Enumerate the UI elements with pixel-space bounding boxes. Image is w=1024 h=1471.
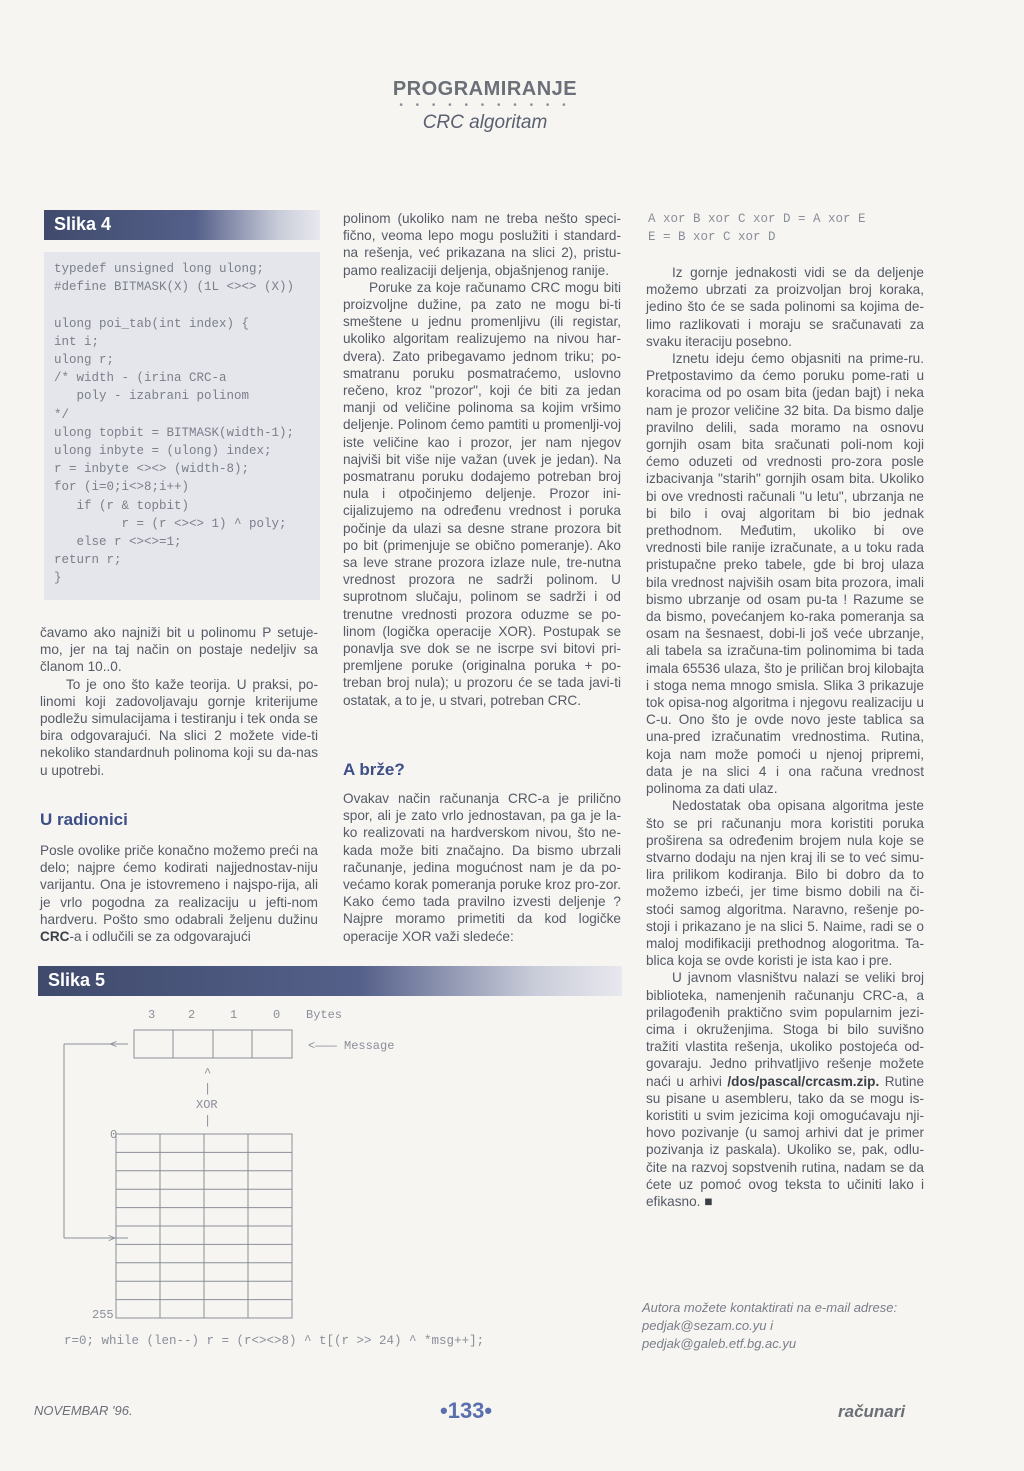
paragraph: U javnom vlasništvu nalazi se veliki broj biblioteka, namenjenih računanju CRC-a, a prilagođenih praktično svim popularnim jezi-cima i okruženjima. Stoga bi bilo suvišno tražiti vlastita rešenja, ukoliko postojeća od-govaraju. Jedno prihvatljivo rešenje možete naći u arhivi xyxy=(646,970,924,1089)
paragraph: Nedostatak oba opisana algoritma jeste što se pri računanju mora koristiti poruka proširena sa određenim brojem nula koje se stvarno dodaju na njen kraj ili se to već simu-lira prilikom kodiranja. Bilo bi dobro da to možemo izbeći, jer time bismo dobili na či-stoći samog algoritma. Naravno, rešenje po-stoji i prikazano je na slici 5. Naime, radi se o maloj modifikaciji prethodnog alogoritma. Ta-blica koja se ovde koristi je ista kao i pre. xyxy=(646,798,924,969)
code-line: typedef unsigned long ulong; xyxy=(54,262,265,276)
code-line: */ xyxy=(54,407,70,422)
article-subtitle: CRC algoritam xyxy=(422,112,548,133)
right-arrow-icon: > xyxy=(108,1232,116,1246)
table-row-end: 255 xyxy=(92,1308,114,1322)
crc-bold: CRC xyxy=(40,929,70,945)
table-row-start: 0 xyxy=(110,1128,118,1142)
figure-5-code: r=0; while (len--) r = (r<><>8) ^ t[(r >> 24) ^ *msg++]; xyxy=(64,1334,485,1348)
byte-label-2: 2 xyxy=(188,1008,196,1022)
column-2 xyxy=(343,210,621,709)
byte-label-1: 1 xyxy=(230,1008,238,1022)
message-label: <——— Message xyxy=(308,1039,395,1053)
page-number: •133• xyxy=(440,1398,493,1423)
code-line: r = inbyte <><> (width-8); xyxy=(54,462,250,477)
xor-equation-1: A xor B xor C xor D = A xor E xyxy=(648,212,866,226)
code-line: return r; xyxy=(54,553,122,568)
code-line: int i; xyxy=(54,334,100,349)
code-line: ulong r; xyxy=(54,353,115,368)
paragraph: polinom (ukoliko nam ne treba nešto speci-fično, veoma lepo mogu poslužiti i standard-na rešenja, već prikazana na slici 2), pristu-pamo realizaciji deljenja, objašnjenog ranije. xyxy=(343,211,621,278)
issue-date: NOVEMBAR '96. xyxy=(34,1403,133,1418)
connector-bar: | xyxy=(204,1114,212,1128)
code-line: ulong inbyte = (ulong) index; xyxy=(54,444,272,459)
header-dots: • • • • • • • • • • • xyxy=(399,100,571,111)
connector-bar: | xyxy=(204,1082,212,1096)
code-line xyxy=(54,296,310,314)
paragraph: Iznetu ideju ćemo objasniti na prime-ru. Pretpostavimo da ćemo poruku pome-rati u koracima od po osam bita (jedan bajt) i neka nam je prozor veličine 32 bita. Da bismo dalje pravilno delili, sada moramo na osnovu gornjih osam bita sračunati poli-nom koji ćemo oduzeti od vrednosti pro-zora posle izbacivanja "starih" gornjih osam bita. Ukoliko bi ove vrednosti računali "u letu", ubrzanja ne bi bilo i ovaj algoritam bi bio jednak prethodnom. Međutim, ukoliko bi ove vrednosti bile ranije izračunate, a u toku rada pristupačne preko tabele, gde bi broj ulaza bila vrednost najviših osam bita prozora, imali bismo ubrzanje od osam pu-ta ! Razume se da bismo, povećanjem ko-raka pomeranja sa osam na šesnaest, dobi-li još veće ubrzanje, ali tabela sa izračuna-tim polinomima bi tada imala 65536 ulaza, što je priličan broj kilobajta i stoga nema mnogo smisla. Slika 3 prikazuje tok opisa-nog algoritma i njegovu realizaciju u C-u. Ono što je ovde novo jeste tablica sa una-pred izračunatim vrednostima. Rutina, koja nam može pomoći u njenoj pripremi, data je na slici 4 i ona računa vrednost polinoma za dati ulaz. xyxy=(646,351,924,797)
message-register xyxy=(134,1030,292,1058)
code-line: r = (r <><> 1) ^ poly; xyxy=(54,516,287,531)
code-line: ulong poi_tab(int index) { xyxy=(54,316,250,331)
code-line: for (i=0;i<>8;i++) xyxy=(54,480,190,495)
column-1 xyxy=(40,624,318,779)
section-title: PROGRAMIRANJE xyxy=(392,78,578,100)
section-heading-u-radionici: U radionici xyxy=(40,810,128,829)
xor-equation-2: E = B xor C xor D xyxy=(648,230,776,244)
left-arrow-icon: < xyxy=(110,1038,118,1052)
paragraph: Ovakav način računanja CRC-a je prilično spor, ali je zato vrlo jednostavan, pa ga je la-ko realizovati na hardverskom nivou, što ne-kada može biti značajno. Da bismo ubrzali računanje, jedina mogućnost nam je da po-većamo korak pomeranja poruke kroz pro-zor. Kako ćemo tada pravilno izvesti deljenje ? Najpre moramo primetiti da kod logičke operacije XOR važi sledeće: xyxy=(343,791,621,944)
code-line: if (r & topbit) xyxy=(54,498,190,513)
figure-4-code xyxy=(44,252,320,600)
magazine-name: računari xyxy=(838,1402,906,1421)
code-line: else r <><>=1; xyxy=(54,535,182,550)
code-line: ulong topbit = BITMASK(width-1); xyxy=(54,425,295,440)
section-heading-a-brze: A brže? xyxy=(343,760,405,779)
paragraph-end: Rutine su pisane u asembleru, tako da se mogu is-koristiti u svim jezicima koji omogućavaju nji-hovo pozivanje (u samoj arhivi dat je primer pozivanja iz paskala). Ukoliko se, pak, odlu-čite na razvoj sopstvenih rutina, nadam se da ćete uz pomoć ovog teksta to učiniti lako i efikasno. xyxy=(646,1073,925,1209)
byte-label-0: 0 xyxy=(273,1008,281,1022)
bytes-label: Bytes xyxy=(306,1008,343,1022)
paragraph: Iz gornje jednakosti vidi se da deljenje možemo ubrzati za proizvoljan broj koraka, jedino što će se sada polinomi sa kojima de-limo razlikovati i moraju se sračunavati za svaku iteraciju posebno. xyxy=(646,265,924,349)
end-mark: ■ xyxy=(704,1193,713,1209)
column-1-cont xyxy=(40,842,318,945)
figure-4-label: Slika 4 xyxy=(44,210,320,240)
figure-5-label: Slika 5 xyxy=(38,966,622,996)
figure-5-diagram xyxy=(38,1000,628,1360)
author-contact: Autora možete kontaktirati na e-mail adrese: pedjak@sezam.co.yu i pedjak@galeb.etf.bg.ac.yu xyxy=(642,1300,898,1351)
paragraph-end: -a i odlučili se za odgovarajući xyxy=(69,929,251,945)
crc-table-grid xyxy=(116,1134,292,1318)
archive-path: /dos/pascal/crcasm.zip. xyxy=(727,1073,880,1089)
code-line: #define BITMASK(X) (1L <><> (X)) xyxy=(54,280,295,295)
paragraph: čavamo ako najniži bit u polinomu P setuje-mo, jer na taj način on postaje nedeljiv sa članom 10..0. xyxy=(40,625,318,675)
column-3 xyxy=(646,264,924,1210)
paragraph: To je ono što kaže teorija. U praksi, po-linomi koji zadovoljavaju gornje kriterijume podležu simulacijama i testiranju i tek onda se bira odgovarajući. Na slici 2 možete vide-ti nekoliko standardnuh polinoma koji su da-nas u upotrebi. xyxy=(40,676,318,778)
code-line: poly - izabrani polinom xyxy=(54,389,250,404)
caret-icon: ^ xyxy=(204,1066,212,1080)
byte-label-3: 3 xyxy=(148,1008,156,1022)
column-2-cont xyxy=(343,790,621,945)
feedback-loop xyxy=(64,1044,128,1238)
code-line: /* width - (irina CRC-a xyxy=(54,371,227,386)
code-line: } xyxy=(54,571,62,586)
paragraph: Poruke za koje računamo CRC mogu biti proizvoljne dužine, pa zato ne mogu bi-ti smeštene u jednu promenljivu (ili registar, ukoliko algoritam realizujemo na nivou har-dvera). Zato pribegavamo jednom triku; po-smatranu poruku posmatraćemo, uslovno rečeno, kroz "prozor", koji će biti za jedan manji od veličine polinoma sa kojim vršimo deljenje. Polinom ćemo pamtiti u promenlji-voj iste veličine kao i prozor, jer nam njegov najviši bit više nije važan (uvek je jedan). Na posmatranu poruku dodajemo potreban broj nula i otpočinjemo deljenje. Prozor ini-cijalizujemo na određenu vrednost i poruka počinje da ulazi sa desne strane prozora bit po bit (primenjuje se obično pomeranje). Ako sa leve strane prozora izlaze nule, tre-nutna vrednost prozora ne sadrži polinom. U suprotnom slučaju, polinom se sadrži i od trenutne vrednosti prozora oduzme se po-linom (logička operacije XOR). Postupak se ponavlja sve dok se ne iscrpe svi bitovi pri-premljene poruke (originalna poruka + po-treban broj nula); u prozoru će se tada javi-ti ostatak, a to je, u stvari, potreban CRC. xyxy=(343,279,621,708)
xor-label: XOR xyxy=(196,1098,218,1112)
paragraph: Posle ovolike priče konačno možemo preći na delo; najpre ćemo kodirati najjednostav-niju varijantu. Ona je istovremeno i najspo-rija, ali je vrlo pogodna za realizaciju u jefti-nom hardveru. Pošto smo odabrali željenu dužinu xyxy=(40,843,318,927)
